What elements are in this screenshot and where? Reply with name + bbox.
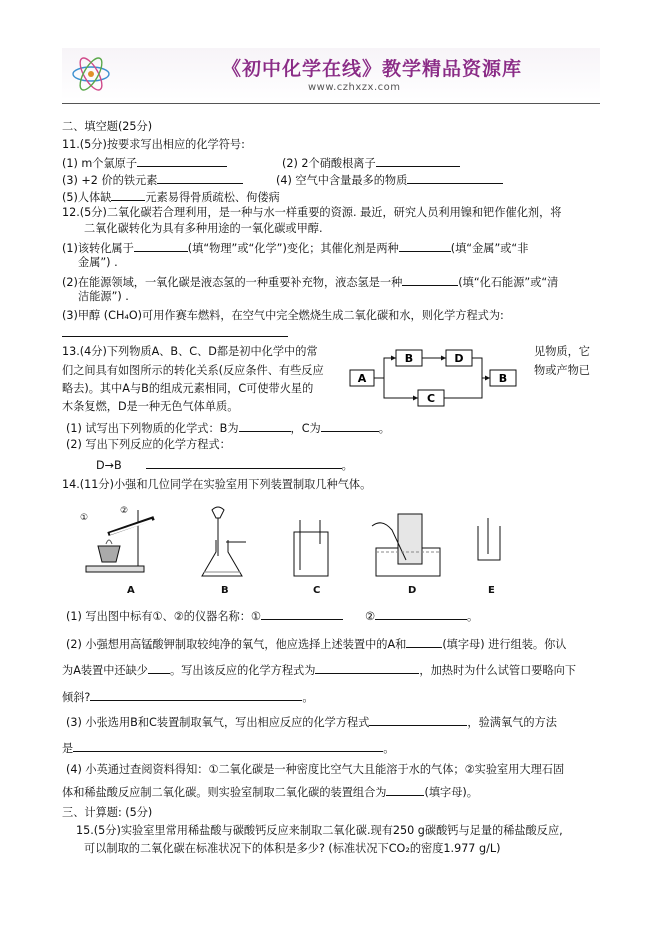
diagram-label-a: A [357,372,367,385]
apparatus-label-e: E [488,585,495,596]
q14-part1-text-c: 。 [466,610,479,623]
q11-stem: 11.(5分)按要求写出相应的化学符号: [62,138,245,151]
q14-blank1[interactable] [261,608,343,620]
apparatus-marker-1: ① [80,513,89,523]
q12-sub2-text-b: (填“化石能源”或“清 [458,276,559,289]
q14-blank4[interactable] [148,662,170,674]
q15-line1: 15.(5分)实验室里常用稀盐酸与碳酸钙反应来制取二氧化碳.现有250 g碳酸钙与足量的稀盐酸反应, [76,824,563,837]
q14-part2-text-e: ，加热时为什么试管口要略向下 [419,664,577,677]
q14-blank9[interactable] [386,784,424,796]
q13-part2: (2) 写出下列反应的化学方程式： [66,438,231,451]
q15-line2: 可以制取的二氧化碳在标准状况下的体积是多少? (标准状况下CO₂的密度1.977 g/L) [84,842,501,855]
q14-stem: 14.(11分)小强和几位同学在实验室用下列装置制取几种气体。 [62,478,372,491]
section2-title: 二、填空题(25分) [62,120,153,133]
q11-blank4[interactable] [407,172,503,184]
q14-blank6[interactable] [90,689,302,701]
q14-part2-line3 [62,689,314,705]
q11-part4-text: (4) 空气中含量最多的物质 [276,174,408,187]
q13-part1-text-a: (1) 试写出下列物质的化学式：B为 [66,422,239,435]
q14-part4-text-c: (填字母)。 [424,786,478,799]
q14-part2-text-a: (2) 小强想用高锰酸钾制取较纯净的氧气，他应选择上述装置中的A和 [66,638,407,651]
apparatus-label-c: C [313,585,321,596]
q13-part1 [66,420,390,436]
q13-part1-text-c: 。 [378,422,390,435]
apparatus-b [202,507,246,576]
q11-blank1[interactable] [137,155,227,167]
diagram-label-d: D [454,352,464,365]
q14-part3-text-a: (3) 小张选用B和C装置制取氧气，写出相应反应的化学方程式 [66,716,370,729]
q14-part3-text-c: 是 [62,742,74,755]
q14-part4-line2 [62,784,478,800]
q14-part2-text-b: (填字母) 进行组装。你认 [442,638,567,651]
q14-part2-text-g: 。 [302,691,314,704]
q14-blank7[interactable] [369,714,467,726]
q12-sub1-cont: 金属”) . [78,256,118,269]
diagram-label-c: C [426,392,436,405]
q14-part2-line1 [66,636,566,652]
q14-part4-text-b: 体和稀盐酸反应制二氧化碳。则实验室制取二氧化碳的装置组合为 [62,786,387,799]
q14-part2-line2 [62,662,576,678]
q13-stem-line2b: 物或产物已 [534,364,590,377]
q14-part2-text-c: 为A装置中还缺少 [62,664,148,677]
q11-part5 [62,189,280,205]
q14-blank8[interactable] [73,740,383,752]
header-banner [62,48,600,100]
q14-part3-text-b: ，验满氧气的方法 [467,716,557,729]
q12-sub3: (3)甲醇 (CH₄O)可用作赛车燃料，在空气中完全燃烧生成二氧化碳和水，则化学方程式为: [62,309,504,322]
q13-stem-line3: 略去)。其中A与B的组成元素相同，C可使带火星的 [62,382,314,395]
lab-apparatus-figure [76,504,536,596]
q12-sub2-cont: 洁能源”) . [78,290,129,303]
q12-blank4[interactable] [62,325,288,337]
q14-part3-line2 [62,740,394,756]
q12-sub2-text-a: (2)在能源领域，一氧化碳是液态氢的一种重要补充物，液态氢是一种 [62,276,403,289]
apparatus-d [372,514,440,576]
apparatus-label-b: B [221,585,229,596]
q12-stem-line2: 二氧化碳转化为具有多种用途的一氧化碳或甲醇. [84,222,323,235]
q11-part1 [62,155,227,171]
apparatus-c [294,520,328,576]
q11-part2-text: (2) 2个硝酸根离子 [282,157,376,170]
q13-blank-eq[interactable] [146,457,342,469]
q12-sub1 [62,240,528,256]
q12-stem-line1: 12.(5分)二氧化碳若合理利用，是一种与水一样重要的资源. 最近，研究人员利用镍和钯作催化剂，将 [62,206,562,219]
apparatus-a [80,506,154,572]
q12-blank3[interactable] [402,274,458,286]
header-divider [62,103,600,104]
atom-logo-icon [70,54,112,94]
q14-blank5[interactable] [315,662,419,674]
q13-blank-c[interactable] [321,420,379,432]
q14-blank3[interactable] [406,636,442,648]
q13-stem-line1a: 13.(4分)下列物质A、B、C、D都是初中化学中的常 [62,345,318,358]
apparatus-label-d: D [408,585,417,596]
section3-title: 三、计算题: (5分) [62,806,153,819]
q13-stem-line4: 木条复燃，D是一种无色气体单质。 [62,400,239,413]
apparatus-marker-2: ② [120,506,129,516]
q12-sub1-text-b: (填“物理”或“化学”)变化；其催化剂是两种 [187,242,399,255]
q12-sub1-text-c: (填“金属”或“非 [450,242,529,255]
q12-blank2[interactable] [399,240,451,252]
q11-blank2[interactable] [376,155,460,167]
q12-sub2 [62,274,558,290]
q11-part4 [276,172,503,188]
q11-part2 [282,155,460,171]
q14-part2-text-f: 倾斜? [62,691,91,704]
q14-part1-text-a: (1) 写出图中标有①、②的仪器名称：① [66,610,261,623]
q14-part1 [66,608,478,624]
q14-part3-line1 [66,714,557,730]
apparatus-label-a: A [127,585,135,596]
q12-blank1[interactable] [134,240,188,252]
q14-blank2[interactable] [375,608,467,620]
apparatus-e [478,518,500,560]
q13-stem-line1b: 见物质，它 [534,345,590,358]
banner-url[interactable]: www.czhxzx.com [308,82,401,93]
q11-blank3[interactable] [157,172,243,184]
q13-reaction-label: D→B [96,459,122,472]
q14-part2-text-d: 。写出该反应的化学方程式为 [169,664,316,677]
q13-reaction-end: 。 [341,459,353,472]
q13-part2-reaction [96,457,353,473]
banner-title: 《初中化学在线》教学精品资源库 [222,58,523,80]
q11-part5-text-a: (5)人体缺 [62,191,112,204]
q13-blank-b[interactable] [239,420,291,432]
diagram-label-b1: B [404,352,414,365]
q11-part3-text: (3) +2 价的铁元素 [62,174,158,187]
q14-part1-text-b: ② [364,610,375,623]
q14-part3-text-d: 。 [383,742,395,755]
q11-blank5[interactable] [111,189,145,201]
q11-part5-text-b: 元素易得骨质疏松、佝偻病 [145,191,280,204]
q11-part3 [62,172,243,188]
q13-part1-text-b: ，C为 [290,422,321,435]
q13-conversion-diagram [348,346,518,410]
q11-part1-text: (1) m个氯原子 [62,157,138,170]
diagram-label-b2: B [498,372,508,385]
q12-sub1-text-a: (1)该转化属于 [62,242,134,255]
q14-part4-line1: (4) 小英通过查阅资料得知：①二氧化碳是一种密度比空气大且能溶于水的气体；②实验室用大理石固 [66,763,565,776]
q13-stem-line2a: 们之间具有如图所示的转化关系(反应条件、有些反应 [62,364,324,377]
